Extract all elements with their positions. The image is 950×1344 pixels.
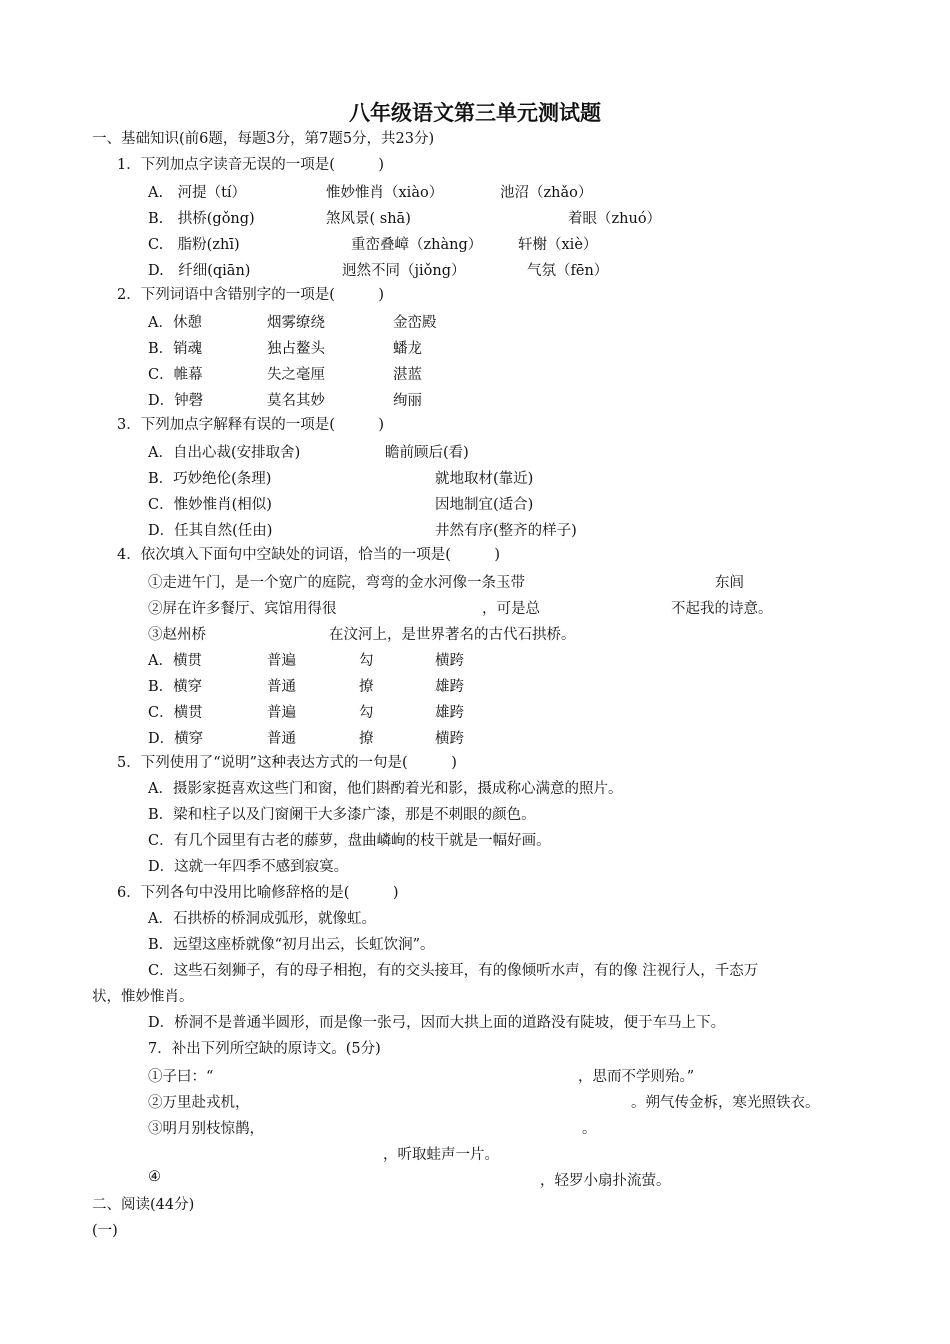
section-two-heading: 二、阅读(44分) xyxy=(92,1197,195,1213)
question-3-stem: 3．下列加点字解释有误的一项是( ) xyxy=(117,417,385,433)
question-6-option-b: B．远望这座桥就像“初月出云，长虹饮涧”。 xyxy=(148,937,435,953)
question-5-option-a: A．摄影家挺喜欢这些门和窗，他们斟酌着光和影，摄成称心满意的照片。 xyxy=(148,781,623,797)
question-2-stem: 2．下列词语中含错别字的一项是( ) xyxy=(117,287,385,303)
question-5-option-b: B．梁和柱子以及门窗阑干大多漆广漆，那是不刺眼的颜色。 xyxy=(148,807,536,823)
question-6-stem: 6．下列各句中没用比喻修辞格的是( ) xyxy=(117,885,399,901)
question-6-option-d: D．桥洞不是普通半圆形，而是像一张弓，因而大拱上面的道路没有陡坡，便于车马上下。 xyxy=(148,1015,726,1031)
page-title: 八年级语文第三单元测试题 xyxy=(349,100,601,125)
reading-part-one-label: (一) xyxy=(92,1223,118,1239)
question-6-option-c-line-2: 状，惟妙惟肖。 xyxy=(92,989,194,1005)
question-7-stem: 7．补出下列所空缺的原诗文。(5分) xyxy=(148,1041,381,1057)
question-1-stem: 1．下列加点字读音无误的一项是( ) xyxy=(117,157,385,173)
section-one-heading: 一、基础知识(前6题，每题3分，第7题5分，共23分) xyxy=(92,131,435,147)
question-6-option-a: A．石拱桥的桥洞成弧形，就像虹。 xyxy=(148,911,376,927)
question-5-option-c: C．有几个园里有古老的藤萝，盘曲嶙峋的枝干就是一幅好画。 xyxy=(148,833,551,849)
question-6-option-c-line-1: C．这些石刻狮子，有的母子相抱，有的交头接耳，有的像倾听水声，有的像 注视行人，千态万 xyxy=(148,963,759,979)
question-5-stem: 5．下列使用了“说明”这种表达方式的一句是( ) xyxy=(117,755,457,771)
question-4-stem: 4．依次填入下面句中空缺处的词语，恰当的一项是( ) xyxy=(117,547,501,563)
question-5-option-d: D．这就一年四季不感到寂寞。 xyxy=(148,859,349,875)
